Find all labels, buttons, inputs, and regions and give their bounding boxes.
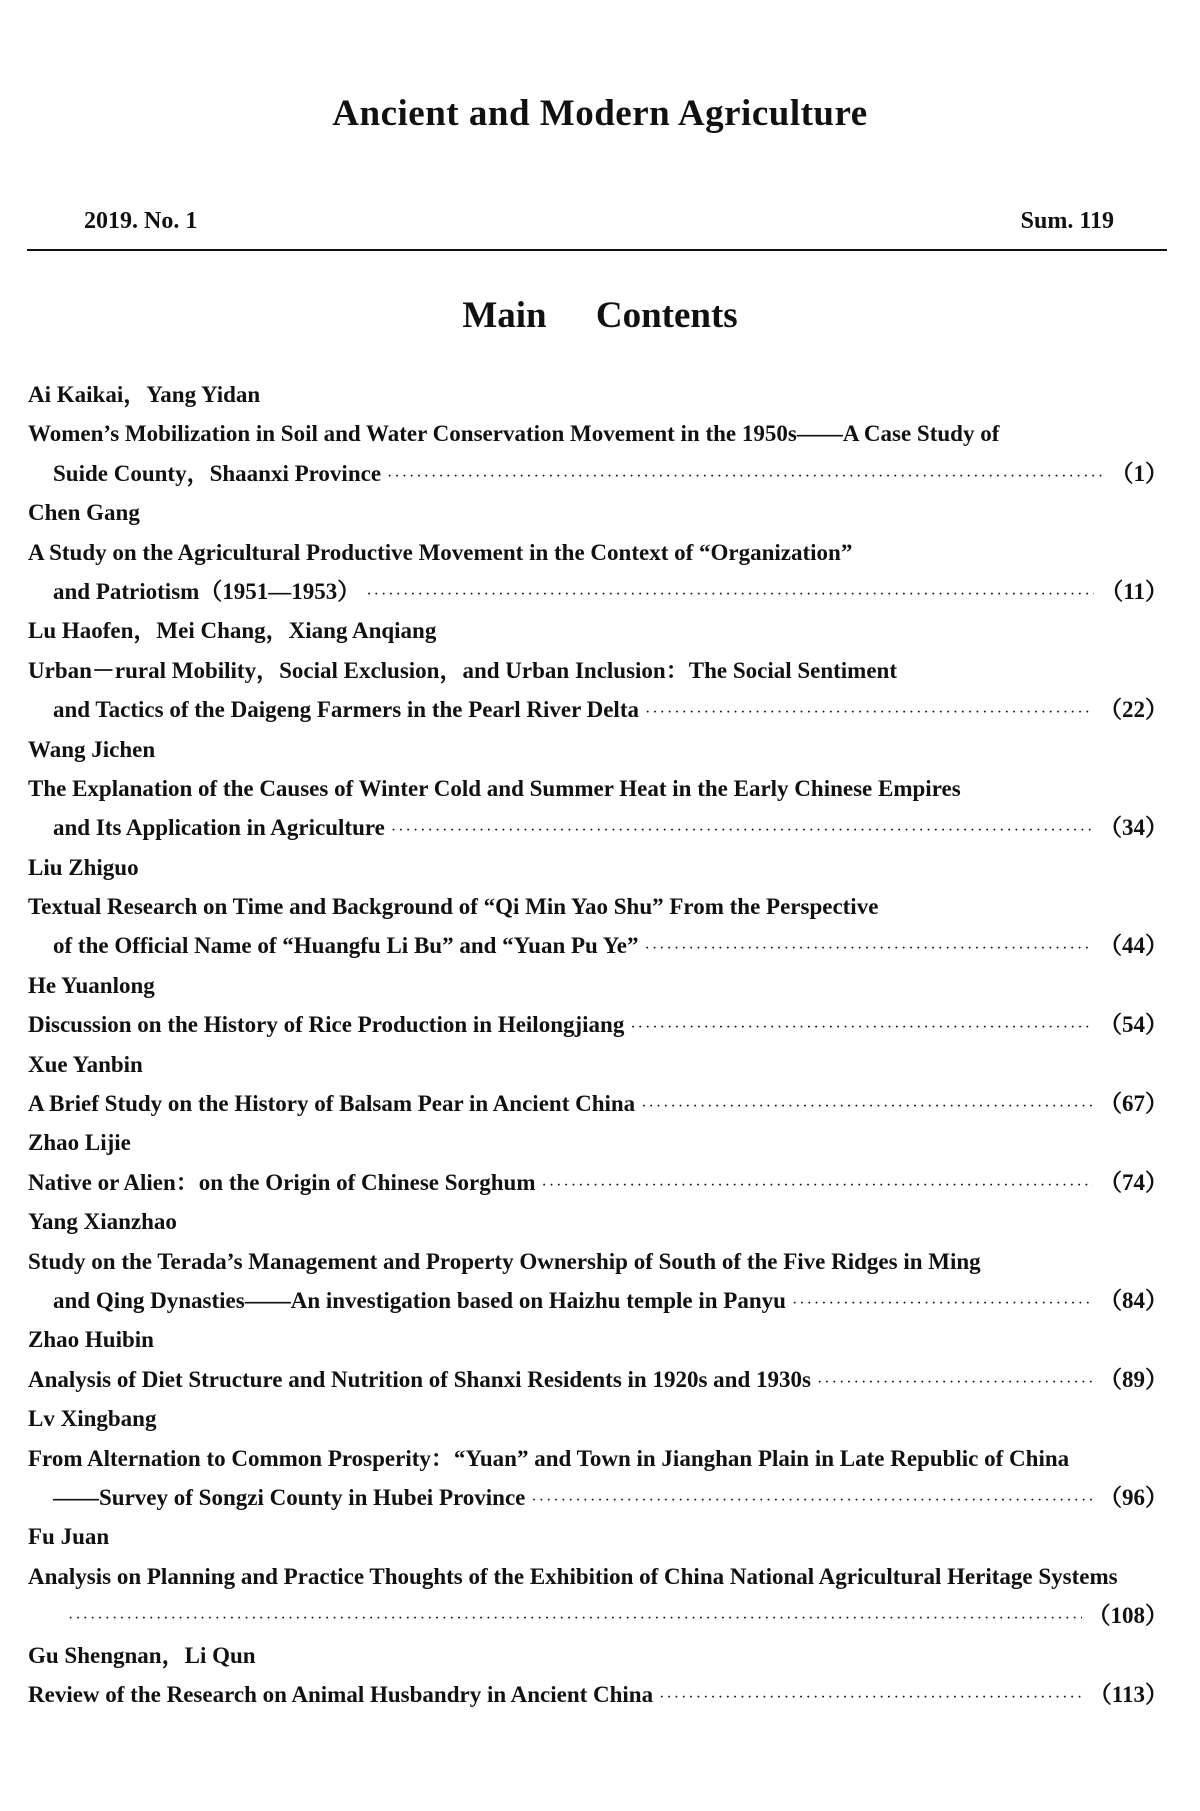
toc-entry xyxy=(28,493,1168,611)
entry-authors: Wang Jichen xyxy=(28,736,156,762)
dot-leader xyxy=(792,1284,1093,1323)
entry-authors: Xue Yanbin xyxy=(28,1051,143,1077)
entry-leader-line xyxy=(28,572,1168,611)
sum-number: Sum. 119 xyxy=(1020,208,1114,234)
entry-title-last: and Patriotism（1951—1953） xyxy=(53,578,361,604)
toc-entry xyxy=(28,966,1168,1045)
entry-title-last: and Qing Dynasties——An investigation based on Haizhu temple in Panyu xyxy=(53,1287,786,1313)
entry-title-line: Women’s Mobilization in Soil and Water Conservation Movement in the 1950s——A Case Study of xyxy=(28,421,1000,447)
entry-authors: Lu Haofen，Mei Chang，Xiang Anqiang xyxy=(28,618,437,644)
dot-leader xyxy=(366,575,1094,614)
page-number: （89） xyxy=(1099,1366,1168,1392)
page-number: （67） xyxy=(1099,1091,1168,1117)
toc-entry xyxy=(28,1320,1168,1399)
page-number: （96） xyxy=(1099,1484,1168,1510)
entry-title-last: Review of the Research on Animal Husbandry in Ancient China xyxy=(28,1681,654,1707)
toc-entry xyxy=(28,1636,1168,1715)
dot-leader xyxy=(817,1363,1093,1402)
entry-authors: Lv Xingbang xyxy=(28,1406,157,1432)
entry-leader-line xyxy=(28,1596,1168,1635)
page-number: （44） xyxy=(1099,933,1168,959)
toc-entry xyxy=(28,1123,1168,1202)
entry-authors: Zhao Lijie xyxy=(28,1130,131,1156)
page-number: （113） xyxy=(1088,1681,1168,1707)
header-rule xyxy=(27,249,1167,251)
page-number: （22） xyxy=(1099,697,1168,723)
entry-title-last: ——Survey of Songzi County in Hubei Province xyxy=(53,1484,526,1510)
toc-entry xyxy=(28,1045,1168,1124)
entry-authors: Yang Xianzhao xyxy=(28,1209,177,1235)
entry-authors: Chen Gang xyxy=(28,500,140,526)
entry-leader-line xyxy=(28,926,1168,965)
entry-title-last: and Its Application in Agriculture xyxy=(53,815,385,841)
entry-title-line: A Study on the Agricultural Productive Movement in the Context of “Organization” xyxy=(28,539,853,565)
entry-title-line: From Alternation to Common Prosperity：“Yuan” and Town in Jianghan Plain in Late Republic of China xyxy=(28,1445,1070,1471)
issue-row xyxy=(84,208,1114,235)
dot-leader xyxy=(387,457,1104,496)
entry-leader-line xyxy=(28,1360,1168,1399)
page-number: （34） xyxy=(1099,815,1168,841)
issue-number: 2019. No. 1 xyxy=(84,208,198,234)
dot-leader xyxy=(391,811,1093,850)
toc-entry xyxy=(28,611,1168,729)
toc-entry xyxy=(28,1399,1168,1517)
entry-title-line: Textual Research on Time and Background of “Qi Min Yao Shu” From the Perspective xyxy=(28,894,879,920)
entry-authors: Liu Zhiguo xyxy=(28,854,139,880)
entry-title-last: Discussion on the History of Rice Production in Heilongjiang xyxy=(28,1012,625,1038)
dot-leader xyxy=(659,1678,1083,1717)
dot-leader xyxy=(68,1599,1082,1638)
journal-title: Ancient and Modern Agriculture xyxy=(332,93,868,134)
entry-title-last: and Tactics of the Daigeng Farmers in the Pearl River Delta xyxy=(53,697,639,723)
entry-authors: Zhao Huibin xyxy=(28,1327,154,1353)
page-number: （54） xyxy=(1099,1012,1168,1038)
entry-authors: He Yuanlong xyxy=(28,972,155,998)
entry-leader-line xyxy=(28,1478,1168,1517)
entry-leader-line xyxy=(28,1163,1168,1202)
entry-title-last: Native or Alien：on the Origin of Chinese Sorghum xyxy=(28,1169,536,1195)
entry-authors: Ai Kaikai，Yang Yidan xyxy=(28,382,261,407)
contents-title: Main Contents xyxy=(462,295,738,336)
toc-entry xyxy=(28,1202,1168,1320)
toc-entry xyxy=(28,730,1168,848)
entry-authors: Fu Juan xyxy=(28,1524,110,1550)
table-of-contents xyxy=(28,375,1168,1714)
entry-leader-line xyxy=(28,808,1168,847)
toc-entry xyxy=(28,1517,1168,1635)
entry-authors: Gu Shengnan，Li Qun xyxy=(28,1642,256,1668)
entry-leader-line xyxy=(28,1675,1168,1714)
entry-title-line: Urban－rural Mobility，Social Exclusion，and Urban Inclusion：The Social Sentiment xyxy=(28,657,898,683)
page-number: （1） xyxy=(1110,460,1168,486)
dot-leader xyxy=(630,1008,1093,1047)
entry-leader-line xyxy=(28,454,1168,493)
entry-leader-line xyxy=(28,1005,1168,1044)
entry-title-line: Analysis on Planning and Practice Thoughts of the Exhibition of China National Agricultural Heritage Systems xyxy=(28,1563,1118,1589)
dot-leader xyxy=(645,929,1093,968)
entry-leader-line xyxy=(28,690,1168,729)
entry-title-last: Suide County，Shaanxi Province xyxy=(53,460,382,486)
page-number: （84） xyxy=(1099,1287,1168,1313)
page-number: （74） xyxy=(1099,1169,1168,1195)
toc-entry xyxy=(28,848,1168,966)
dot-leader xyxy=(645,693,1093,732)
entry-title-line: Study on the Terada’s Management and Property Ownership of South of the Five Ridges in Ming xyxy=(28,1248,981,1274)
dot-leader xyxy=(641,1087,1093,1126)
dot-leader xyxy=(542,1166,1093,1205)
toc-entry xyxy=(28,375,1168,493)
entry-title-last: of the Official Name of “Huangfu Li Bu” and “Yuan Pu Ye” xyxy=(53,933,639,959)
page-number: （11） xyxy=(1100,578,1168,604)
page-number: （108） xyxy=(1087,1603,1168,1629)
entry-leader-line xyxy=(28,1281,1168,1320)
entry-title-last: A Brief Study on the History of Balsam Pear in Ancient China xyxy=(28,1091,636,1117)
dot-leader xyxy=(531,1481,1093,1520)
entry-title-last: Analysis of Diet Structure and Nutrition of Shanxi Residents in 1920s and 1930s xyxy=(28,1366,811,1392)
entry-leader-line xyxy=(28,1084,1168,1123)
entry-title-line: The Explanation of the Causes of Winter Cold and Summer Heat in the Early Chinese Empires xyxy=(28,775,961,801)
